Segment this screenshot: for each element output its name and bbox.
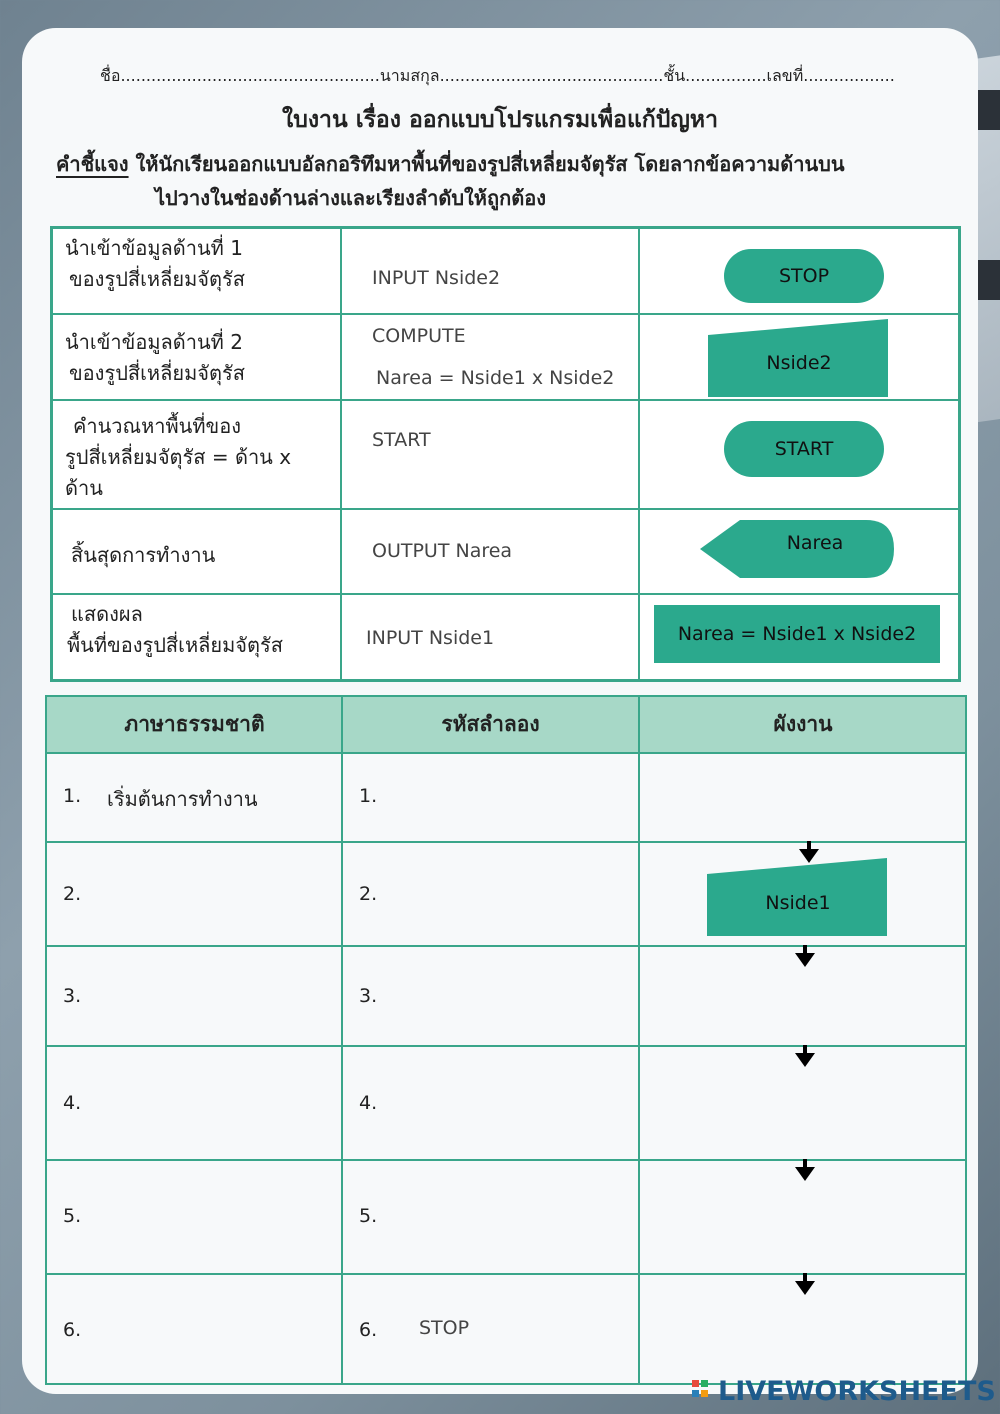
row-number: 4. bbox=[63, 1092, 82, 1114]
option-code-2[interactable] bbox=[341, 314, 639, 400]
option-natural-2[interactable] bbox=[52, 314, 341, 400]
student-info-line: ชื่อ...................................................นามสกุล............................................ชั้น................เลขที่.................. bbox=[100, 66, 895, 85]
row-number: 6. bbox=[63, 1319, 82, 1341]
drop-zone-code-2[interactable] bbox=[343, 843, 638, 945]
liveworksheets-brand: LIVEWORKSHEETS bbox=[718, 1376, 996, 1407]
option-natural-5[interactable] bbox=[52, 594, 341, 680]
instruction-text-1: ให้นักเรียนออกแบบอัลกอริทึมหาพื้นที่ของรูปสี่เหลี่ยมจัตุรัส โดยลากข้อความด้านบน bbox=[128, 152, 845, 176]
drop-zone-natural-2[interactable] bbox=[47, 843, 341, 945]
drop-zone-natural-4[interactable] bbox=[47, 1047, 341, 1159]
drop-zone-flow-1[interactable] bbox=[640, 754, 967, 841]
flow-input-label: Nside2 bbox=[766, 351, 832, 374]
option-code-text: COMPUTE bbox=[372, 324, 466, 347]
option-code-4[interactable] bbox=[341, 509, 639, 595]
instruction-label: คำชี้แจง bbox=[56, 152, 129, 176]
option-natural-text: พื้นที่ของรูปสี่เหลี่ยมจัตุรัส bbox=[67, 633, 283, 658]
drop-zone-code-5[interactable] bbox=[343, 1161, 638, 1273]
option-code-text: START bbox=[372, 428, 431, 451]
row-number: 2. bbox=[63, 883, 82, 905]
option-natural-text: รูปสี่เหลี่ยมจัตุรัส = ด้าน x ด้าน bbox=[65, 444, 292, 500]
header-natural-language: ภาษาธรรมชาติ bbox=[124, 712, 265, 736]
option-natural-text: แสดงผล bbox=[71, 602, 143, 627]
drop-zone-code-3[interactable] bbox=[343, 947, 638, 1045]
row-number: 5. bbox=[63, 1205, 82, 1227]
row-code-text: STOP bbox=[419, 1317, 470, 1339]
option-natural-text: คำนวณหาพื้นที่ของ bbox=[73, 413, 241, 438]
option-natural-text: สิ้นสุดการทำงาน bbox=[71, 542, 216, 567]
liveworksheets-logo-icon bbox=[692, 1378, 718, 1402]
answer-table-header bbox=[47, 697, 965, 754]
drop-zone-natural-6[interactable] bbox=[47, 1275, 341, 1385]
option-natural-text: นำเข้าข้อมูลด้านที่ 1 bbox=[65, 236, 243, 260]
option-code-5[interactable] bbox=[341, 594, 639, 680]
worksheet-title: ใบงาน เรื่อง ออกแบบโปรแกรมเพื่อแก้ปัญหา bbox=[282, 107, 718, 133]
option-natural-3[interactable] bbox=[52, 400, 341, 509]
header-pseudocode: รหัสลำลอง bbox=[441, 712, 540, 736]
row-number: 4. bbox=[359, 1092, 378, 1114]
instruction-line-2: ไปวางในช่องด้านล่างและเรียงลำดับให้ถูกต้อง bbox=[155, 186, 546, 210]
flow-terminal-shape: STOP bbox=[724, 249, 884, 303]
option-flow-5[interactable] bbox=[639, 594, 959, 680]
option-flow-1[interactable] bbox=[639, 228, 959, 314]
instruction-line-1 bbox=[56, 148, 845, 180]
option-code-text: Narea = Nside1 x Nside2 bbox=[376, 366, 615, 389]
flow-arrow bbox=[795, 953, 815, 967]
flow-input-nside1: Nside1 bbox=[765, 892, 831, 914]
header-flowchart: ผังงาน bbox=[773, 712, 833, 736]
flow-process-shape: Narea = Nside1 x Nside2 bbox=[654, 605, 940, 663]
drop-zone-natural-3[interactable] bbox=[47, 947, 341, 1045]
flow-arrow bbox=[795, 1053, 815, 1067]
row-number: 3. bbox=[359, 985, 378, 1007]
option-flow-3[interactable] bbox=[639, 400, 959, 509]
option-flow-4[interactable] bbox=[639, 509, 959, 595]
row-natural-text: เริ่มต้นการทำงาน bbox=[107, 787, 258, 811]
option-natural-text: ของรูปสี่เหลี่ยมจัตุรัส bbox=[69, 360, 245, 385]
option-code-text: OUTPUT Narea bbox=[372, 539, 513, 562]
drop-zone-code-1[interactable] bbox=[343, 754, 638, 841]
flow-arrow bbox=[795, 1167, 815, 1181]
flow-output-label: Narea bbox=[786, 531, 844, 554]
flow-terminal-shape: START bbox=[724, 421, 884, 477]
drop-zone-natural-5[interactable] bbox=[47, 1161, 341, 1273]
drop-zone-code-4[interactable] bbox=[343, 1047, 638, 1159]
option-natural-text: นำเข้าข้อมูลด้านที่ 2 bbox=[65, 329, 243, 354]
option-natural-4[interactable] bbox=[52, 509, 341, 595]
option-natural-text: ของรูปสี่เหลี่ยมจัตุรัส bbox=[69, 267, 245, 291]
row-number: 5. bbox=[359, 1205, 378, 1227]
row-number: 3. bbox=[63, 985, 82, 1007]
flow-arrow bbox=[795, 1281, 815, 1295]
option-code-1[interactable] bbox=[341, 228, 639, 314]
option-natural-1[interactable] bbox=[52, 228, 341, 314]
row-number: 6. bbox=[359, 1319, 378, 1341]
option-code-text: INPUT Nside1 bbox=[366, 627, 495, 650]
answer-table bbox=[45, 695, 967, 1385]
row-number: 1. bbox=[63, 785, 82, 807]
row-number: 2. bbox=[359, 883, 378, 905]
option-code-text: INPUT Nside2 bbox=[372, 267, 501, 289]
option-code-3[interactable] bbox=[341, 400, 639, 509]
row-number: 1. bbox=[359, 785, 378, 807]
options-table bbox=[50, 226, 961, 682]
option-flow-2[interactable] bbox=[639, 314, 959, 400]
